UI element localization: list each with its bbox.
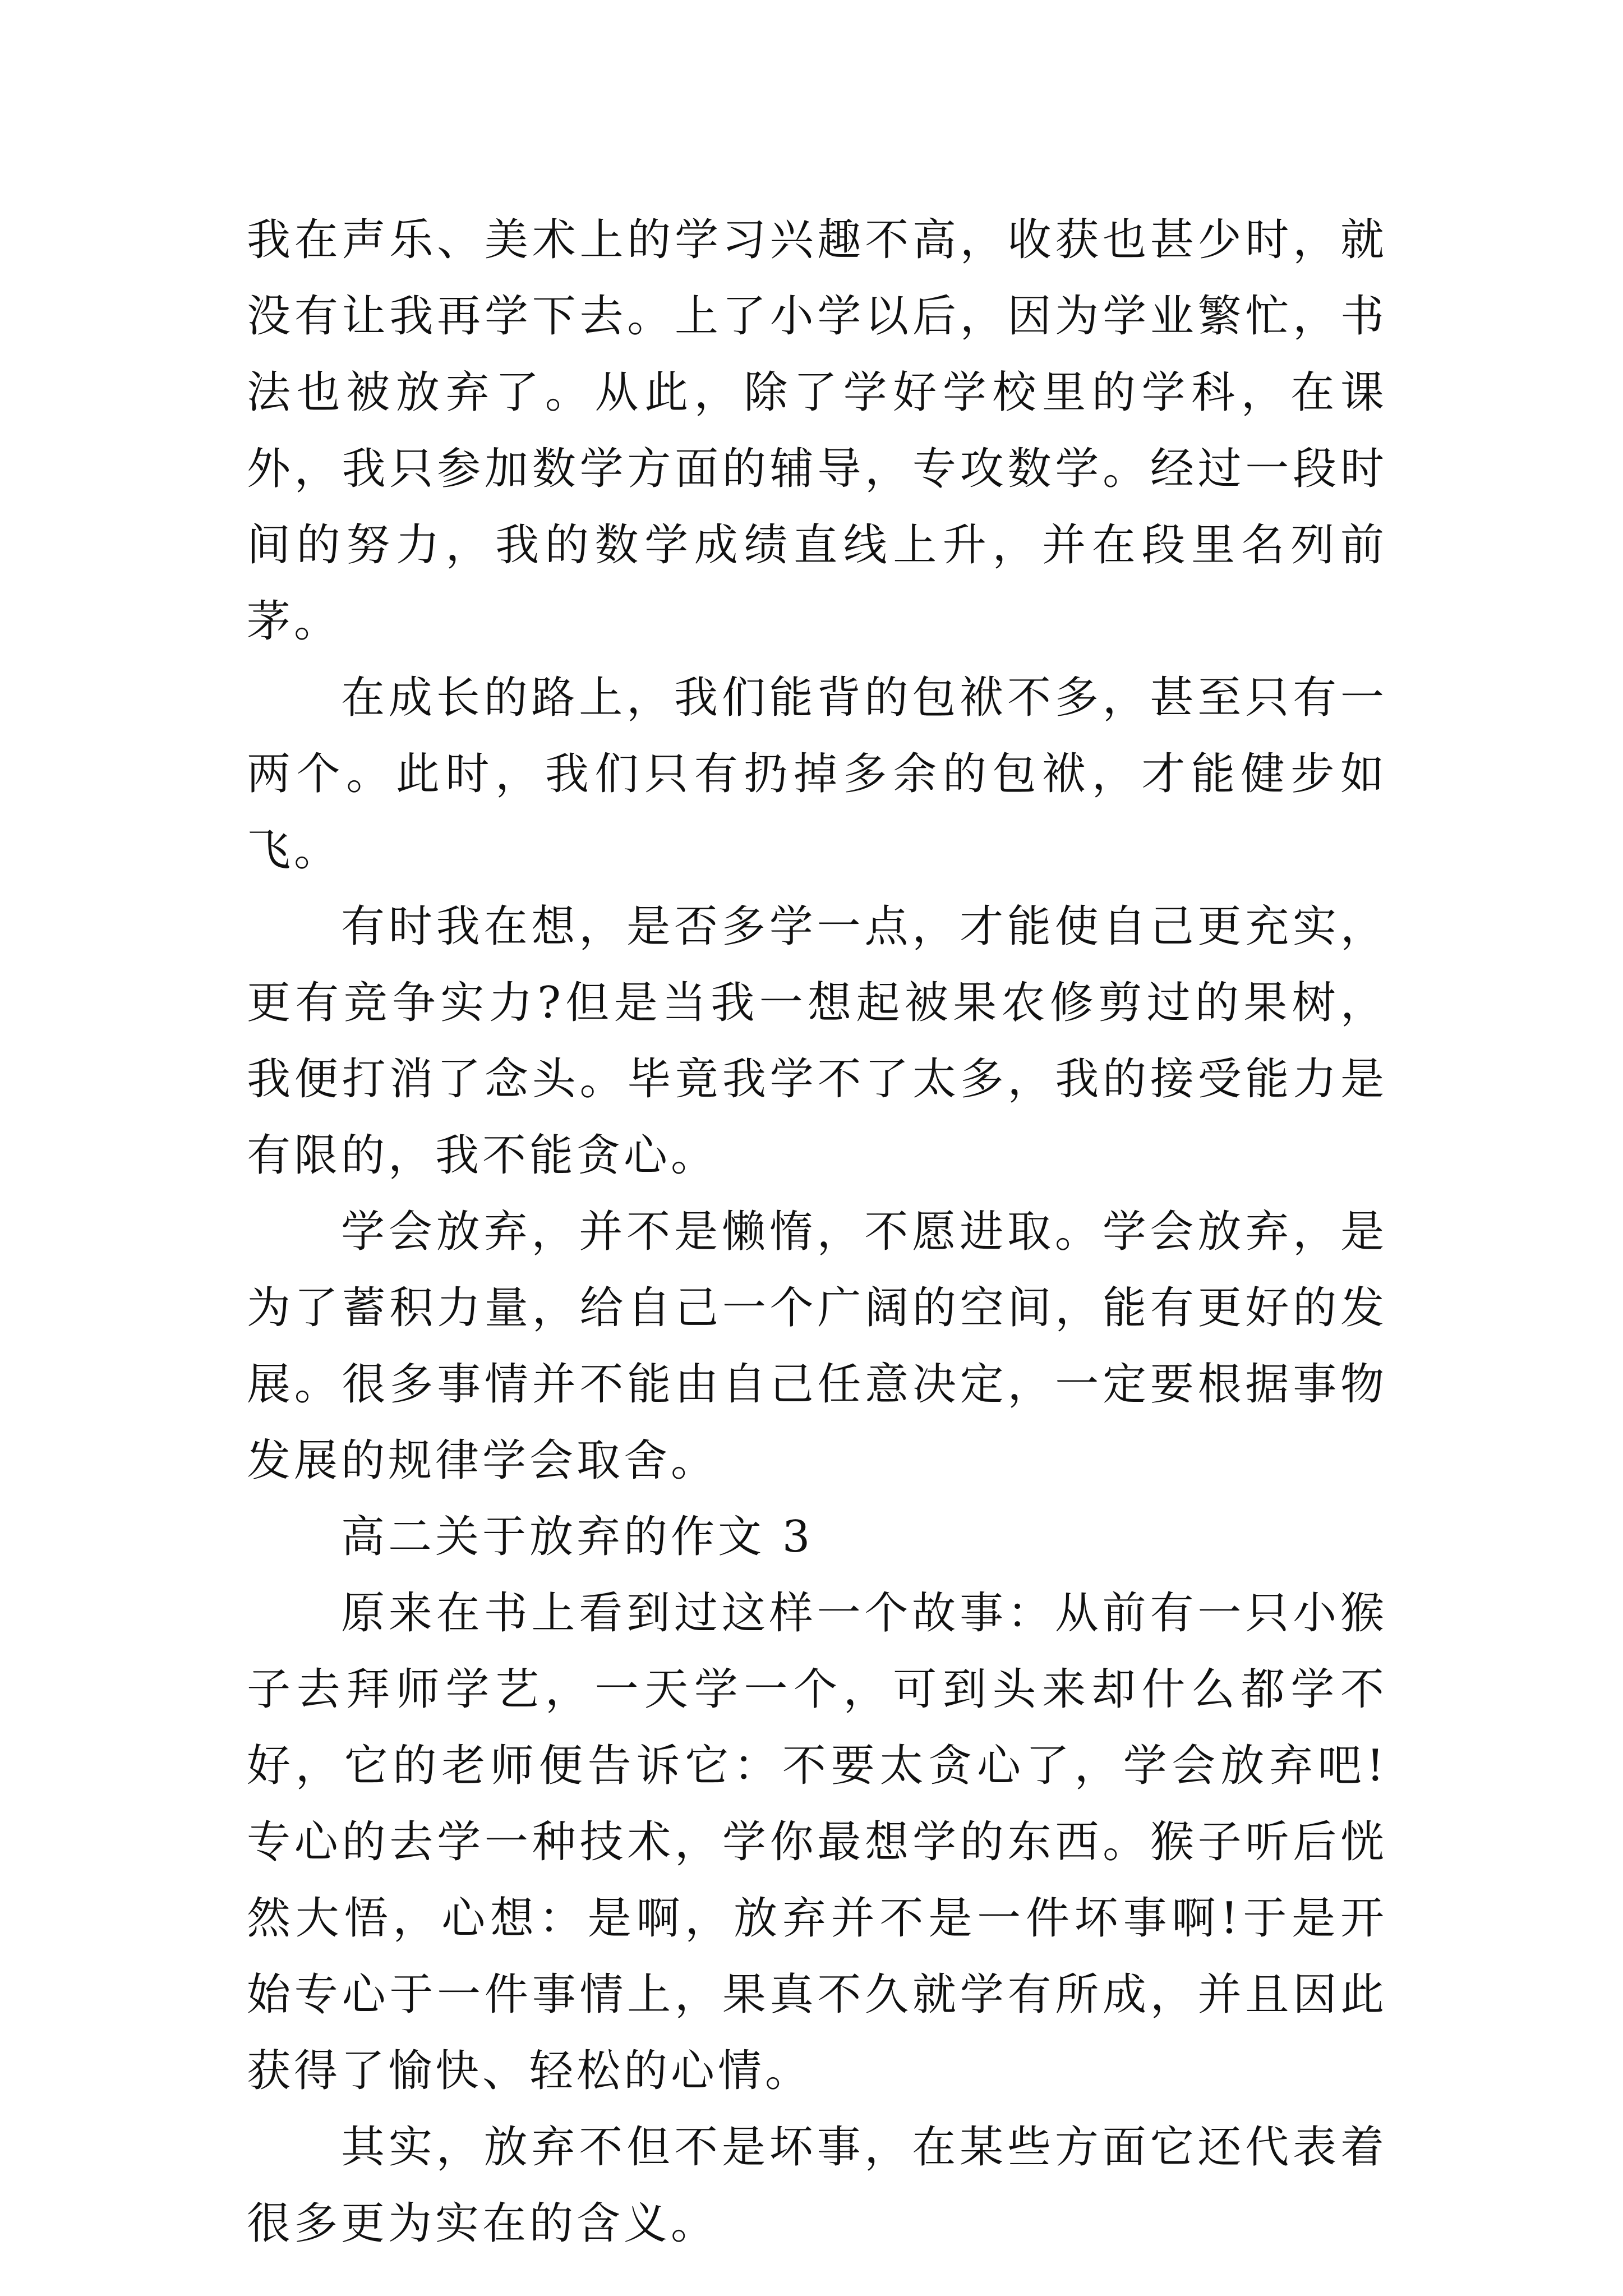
paragraph-3: 有时我在想，是否多学一点，才能使自己更充实，更有竞争实力?但是当我一想起被果农修剪过的果树，我便打消了念头。毕竟我学不了太多，我的接受能力是有限的，我不能贪心。 bbox=[247, 901, 1387, 1181]
document-page bbox=[247, 202, 1387, 2262]
paragraph-2: 在成长的路上，我们能背的包袱不多，甚至只有一两个。此时，我们只有扔掉多余的包袱，才能健步如飞。 bbox=[247, 673, 1387, 876]
paragraph-6: 其实，放弃不但不是坏事，在某些方面它还代表着很多更为实在的含义。 bbox=[247, 2122, 1387, 2249]
section-heading: 高二关于放弃的作文 3 bbox=[341, 1512, 814, 1562]
paragraph-4: 学会放弃，并不是懒惰，不愿进取。学会放弃，是为了蓄积力量，给自己一个广阔的空间，能有更好的发展。很多事情并不能由自己任意决定，一定要根据事物发展的规律学会取舍。 bbox=[247, 1207, 1387, 1486]
paragraph-5: 原来在书上看到过这样一个故事：从前有一只小猴子去拜师学艺，一天学一个，可到头来却什么都学不好，它的老师便告诉它：不要太贪心了，学会放弃吧!专心的去学一种技术，学你最想学的东西。猴子听后恍然大悟，心想：是啊，放弃并不是一件坏事啊!于是开始专心于一件事情上，果真不久就学有所成，并且因此获得了愉快、轻松的心情。 bbox=[247, 1588, 1387, 2096]
paragraph-1: 我在声乐、美术上的学习兴趣不高，收获也甚少时，就没有让我再学下去。上了小学以后，因为学业繁忙，书法也被放弃了。从此，除了学好学校里的学科，在课外，我只参加数学方面的辅导，专攻数学。经过一段时间的努力，我的数学成绩直线上升，并在段里名列前茅。 bbox=[247, 215, 1387, 647]
